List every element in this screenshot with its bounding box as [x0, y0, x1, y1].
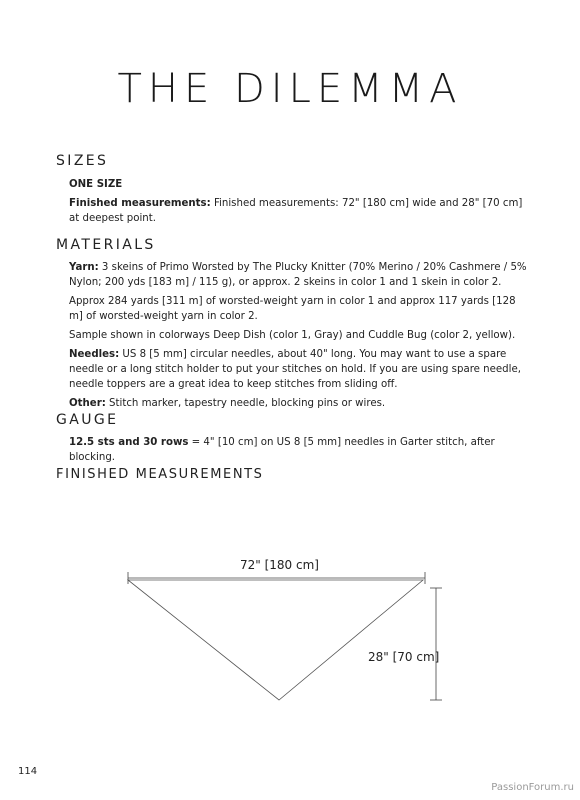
needles-paragraph [69, 347, 529, 392]
finished-measurements-label: Finished measurements: [69, 198, 211, 209]
finished-measurements-text: Finished measurements: 72" [180 cm] wide and 28" [70 cm] at deepest point. [69, 198, 523, 224]
page-title: THE DILEMMA [117, 66, 463, 112]
approx-yardage-paragraph: Approx 284 yards [311 m] of worsted-weight yarn in color 1 and approx 117 yards [128 m] of worsted-weight yarn in color 2. [69, 296, 516, 322]
one-size-label: ONE SIZE [69, 179, 123, 190]
yarn-label: Yarn: [69, 262, 99, 273]
other-text: Stitch marker, tapestry needle, blocking pins or wires. [105, 398, 386, 409]
materials-heading: MATERIALS [56, 237, 156, 253]
needles-label: Needles: [69, 349, 120, 360]
materials-body [69, 260, 529, 415]
finished-measurements-heading: FINISHED MEASUREMENTS [56, 467, 264, 482]
finished-measurements-paragraph [69, 196, 529, 226]
gauge-label: 12.5 sts and 30 rows [69, 437, 189, 448]
other-paragraph [69, 396, 529, 411]
yarn-paragraph [69, 260, 529, 290]
depth-dimension-label: 28" [70 cm] [368, 650, 440, 664]
page-number: 114 [18, 766, 38, 777]
gauge-text: = 4" [10 cm] on US 8 [5 mm] needles in Garter stitch, after blocking. [69, 437, 495, 463]
width-dimension-label: 72" [180 cm] [240, 558, 319, 572]
sample-paragraph: Sample shown in colorways Deep Dish (color 1, Gray) and Cuddle Bug (color 2, yellow). [69, 330, 516, 341]
needles-text: US 8 [5 mm] circular needles, about 40" long. You may want to use a spare needle or a long stitch holder to put your stitches on hold. If you are using spare needle, needle toppers are a great idea to keep stitches from sliding off. [69, 349, 521, 390]
gauge-body [69, 435, 529, 469]
sizes-heading: SIZES [56, 153, 109, 169]
watermark: PassionForum.ru [491, 782, 574, 793]
yarn-text: 3 skeins of Primo Worsted by The Plucky Knitter (70% Merino / 20% Cashmere / 5% Nylon; 200 yds [183 m] / 115 g), or approx. 2 skeins in color 1 and 1 skein in color 2. [69, 262, 527, 288]
other-label: Other: [69, 398, 106, 409]
shawl-triangle [128, 580, 423, 700]
gauge-heading: GAUGE [56, 412, 119, 428]
gauge-paragraph [69, 435, 529, 465]
sizes-body [69, 177, 529, 230]
